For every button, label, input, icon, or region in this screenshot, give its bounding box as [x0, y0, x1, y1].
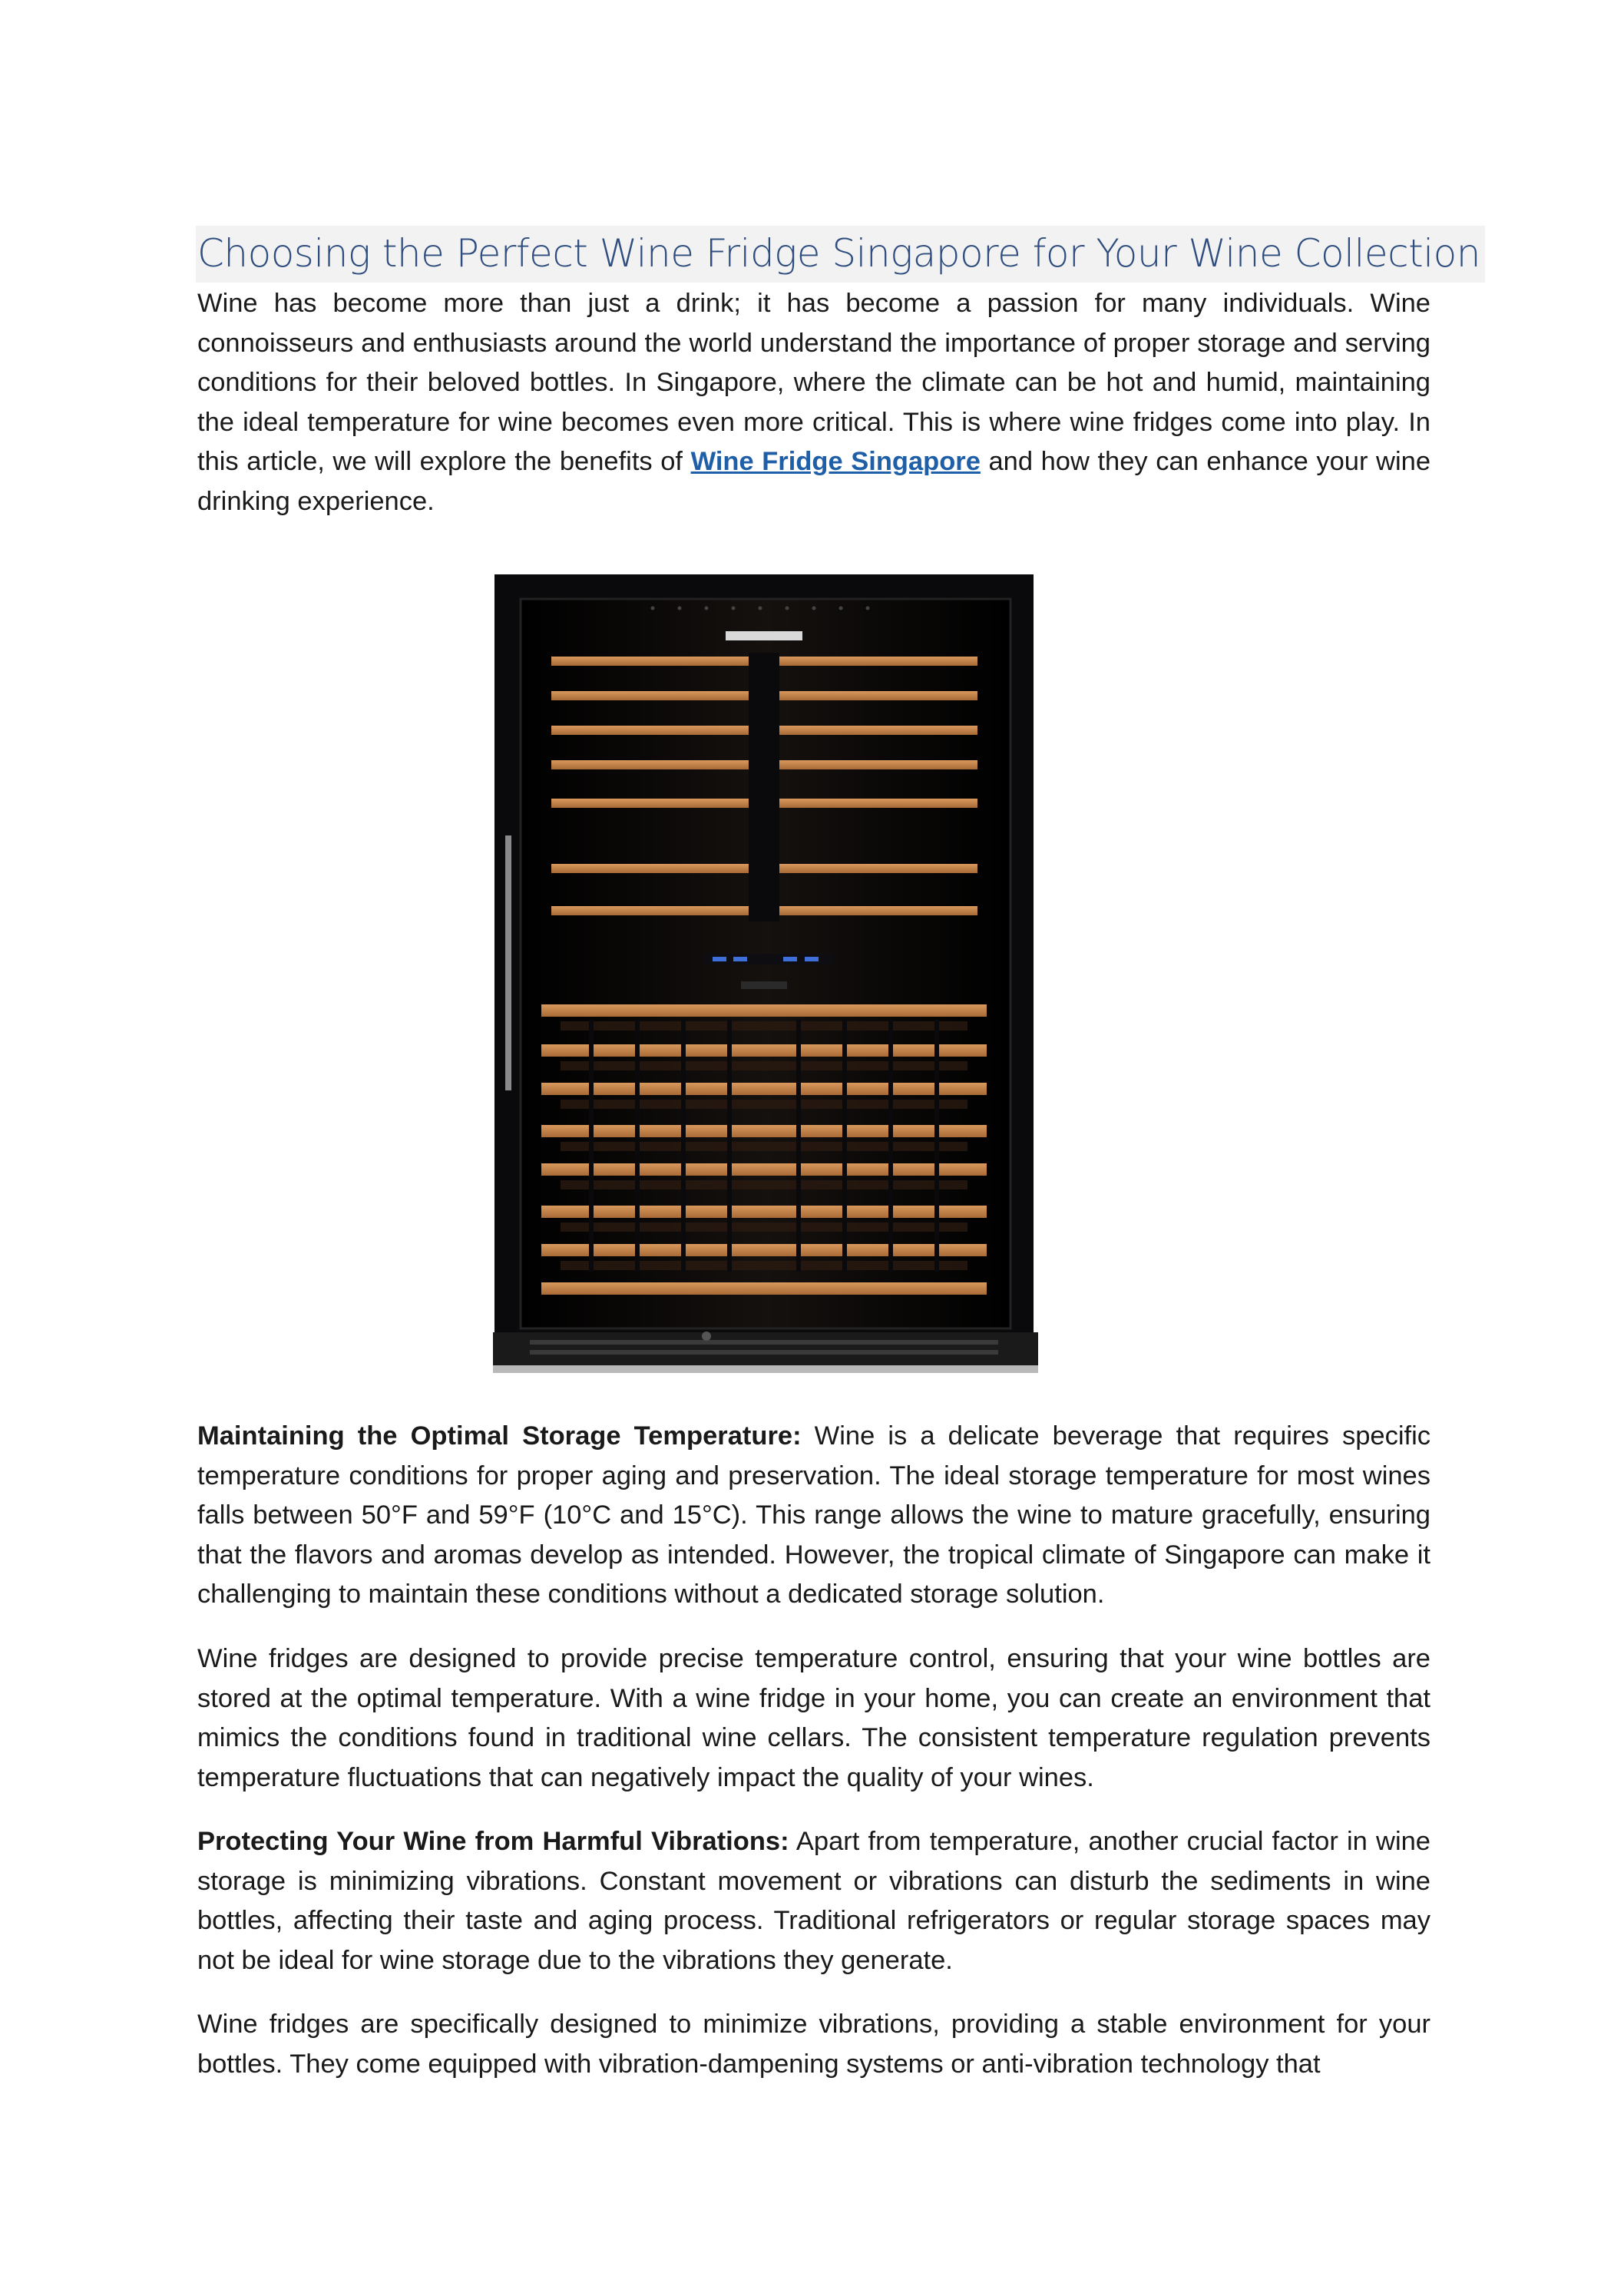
intro-text-1: Wine has become more than just a drink; it has become a passion for many individuals. Wine connoisseurs and enthusiasts around the world understand the importance of proper storage and serving conditions for their beloved bottles. In Singapore, where the climate can be hot and humid, maintaining the ideal temperature for wine becomes even more critical. This is where wine fridges come into play. In this article, we will explore the benefits of: [197, 289, 1431, 476]
intro-paragraph: [197, 284, 1431, 521]
temperature-paragraph: [197, 1417, 1431, 1615]
vibration-text: Apart from temperature, another crucial factor in wine storage is minimizing vibrations. Constant movement or vibrations can disturb the sediments in wine bottles, affecting their taste and aging process. Traditional refrigerators or regular storage spaces may not be ideal for wine storage due to the vibrations they generate.: [197, 1827, 1431, 1975]
temperature-text: Wine is a delicate beverage that requires specific temperature conditions for proper aging and preservation. The ideal storage temperature for most wines falls between 50°F and 59°F (10°C and 15°C). This range allows the wine to mature gracefully, ensuring that the flavors and aromas develop as intended. However, the tropical climate of Singapore can make it challenging to maintain these conditions without a dedicated storage solution.: [197, 1421, 1431, 1609]
wine-fridge-image: [476, 568, 1060, 1386]
intro-text-2: and how they can enhance your wine drinking experience.: [197, 447, 1431, 516]
page-title: Choosing the Perfect Wine Fridge Singapore for Your Wine Collection: [197, 231, 1480, 276]
vibration-dampening-paragraph: Wine fridges are specifically designed to minimize vibrations, providing a stable environment for your bottles. They come equipped with vibration-dampening systems or anti-vibration technology that: [197, 2010, 1431, 2079]
wine-fridge-singapore-link[interactable]: Wine Fridge Singapore: [690, 447, 981, 476]
title-highlight: [196, 226, 1485, 283]
vibration-paragraph: [197, 1822, 1431, 1980]
temperature-control-paragraph: Wine fridges are designed to provide precise temperature control, ensuring that your wine bottles are stored at the optimal temperature. With a wine fridge in your home, you can create an environment that mimics the conditions found in traditional wine cellars. The consistent temperature regulation prevents temperature fluctuations that can negatively impact the quality of your wines.: [197, 1644, 1431, 1792]
vibration-heading: Protecting Your Wine from Harmful Vibrations:: [197, 1827, 789, 1856]
temperature-heading: Maintaining the Optimal Storage Temperature:: [197, 1421, 802, 1451]
